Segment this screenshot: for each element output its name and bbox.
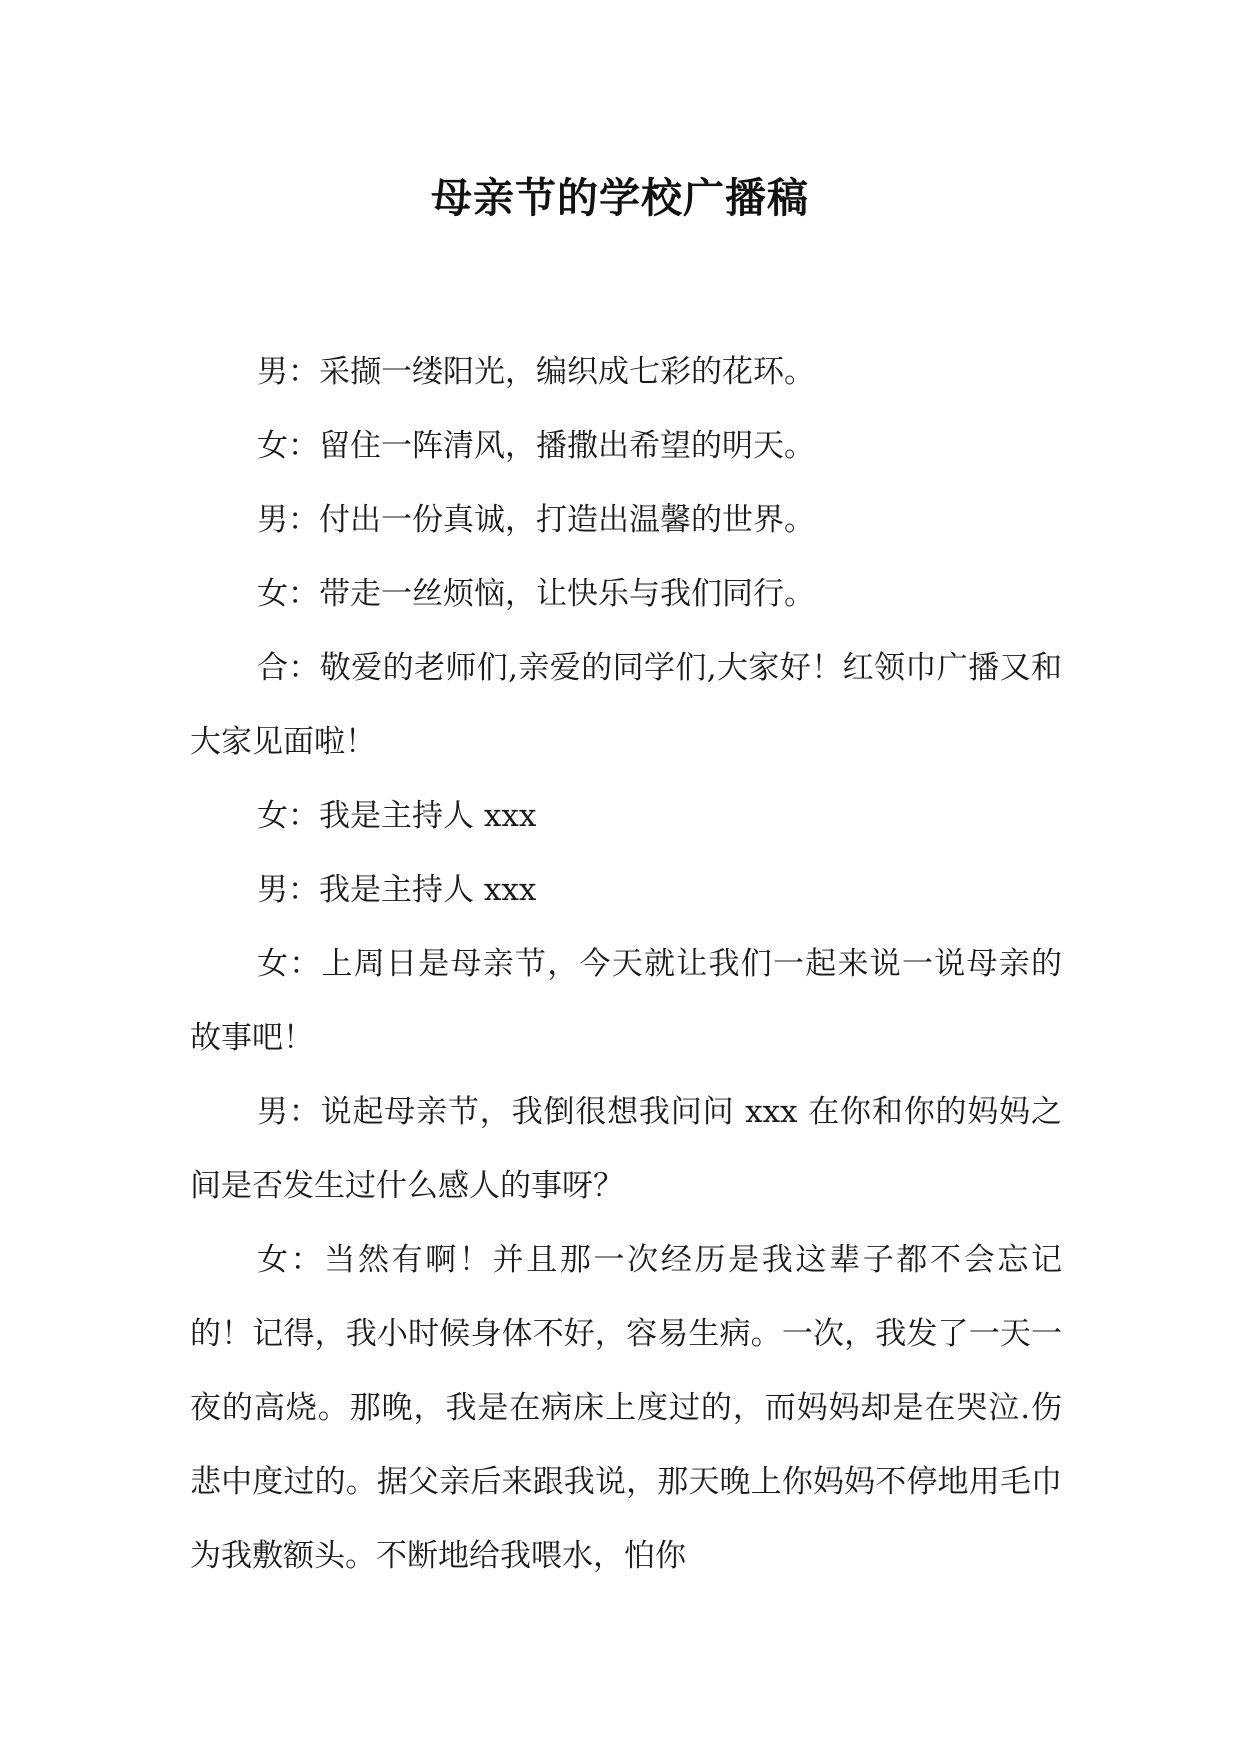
paragraph: 女：留住一阵清风，播撒出希望的明天。: [257, 428, 815, 464]
document-body: [190, 335, 1062, 1593]
paragraph: 男：我是主持人 xxx: [257, 872, 537, 908]
paragraph: 合：敬爱的老师们,亲爱的同学们,大家好！红领巾广播又和大家见面啦！: [190, 650, 1062, 760]
paragraph: 女：带走一丝烦恼，让快乐与我们同行。: [257, 576, 815, 612]
document-title: 母亲节的学校广播稿: [431, 174, 809, 222]
paragraph: 男：付出一份真诚，打造出温馨的世界。: [257, 502, 815, 538]
paragraph: 男：说起母亲节，我倒很想我问问 xxx 在你和你的妈妈之间是否发生过什么感人的事呀？: [190, 1094, 1062, 1204]
paragraph: 女：我是主持人 xxx: [257, 798, 537, 834]
paragraph: 男：采撷一缕阳光，编织成七彩的花环。: [257, 354, 815, 390]
paragraph: 女：当然有啊！并且那一次经历是我这辈子都不会忘记的！记得，我小时候身体不好，容易生病。一次，我发了一天一夜的高烧。那晚，我是在病床上度过的，而妈妈却是在哭泣.伤悲中度过的。据父亲后来跟我说，那天晚上你妈妈不停地用毛巾为我敷额头。不断地给我喂水，怕你: [190, 1242, 1062, 1574]
paragraph: 女：上周日是母亲节，今天就让我们一起来说一说母亲的故事吧！: [190, 946, 1062, 1056]
